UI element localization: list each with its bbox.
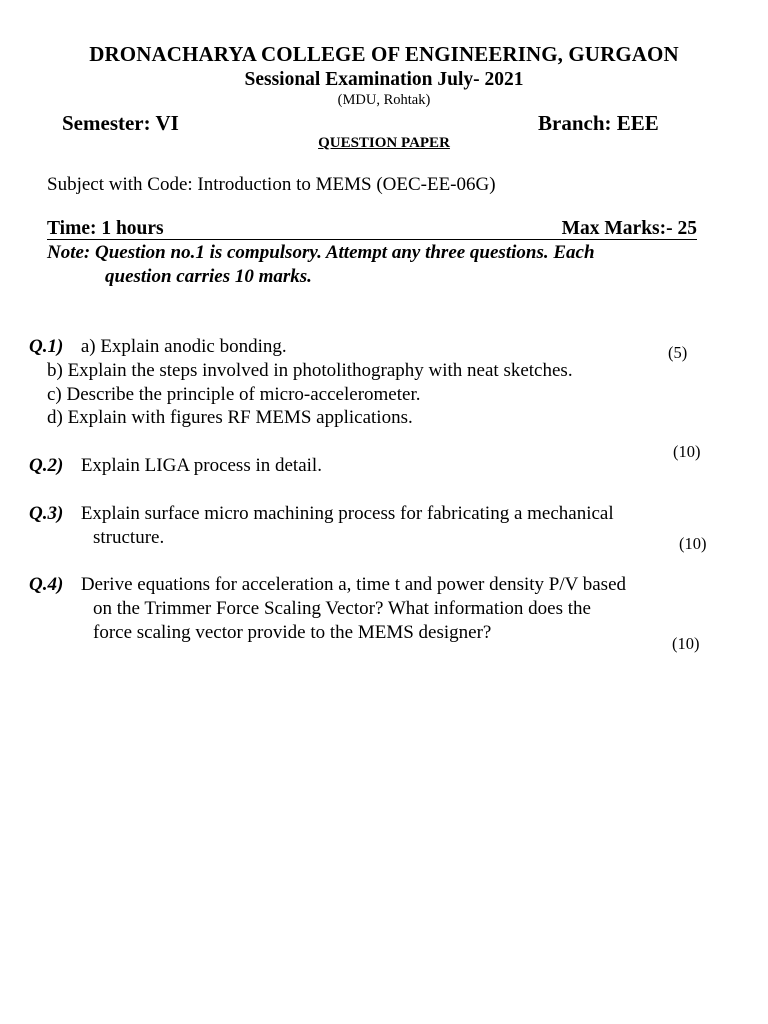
university-affiliation: (MDU, Rohtak)	[337, 92, 431, 108]
branch-label: Branch: EEE	[538, 111, 659, 135]
question-label: Q.4)	[29, 574, 64, 595]
instructions-note-line-2: question carries 10 marks.	[105, 266, 312, 287]
question-text-continued: structure.	[93, 527, 165, 548]
question-text-continued: on the Trimmer Force Scaling Vector? What information does the	[93, 598, 591, 619]
question-paper-heading: QUESTION PAPER	[318, 135, 450, 151]
exam-duration: Time: 1 hours	[47, 218, 164, 239]
question-text: Explain surface micro machining process for fabricating a mechanical	[80, 503, 614, 524]
question-part-d: d) Explain with figures RF MEMS applications.	[47, 407, 413, 428]
question-part-c: c) Describe the principle of micro-accelerometer.	[47, 384, 421, 405]
question-label: Q.3)	[29, 503, 64, 524]
question-text: Explain LIGA process in detail.	[80, 455, 322, 476]
semester-label: Semester: VI	[62, 111, 179, 135]
question-marks: (10)	[673, 442, 701, 461]
subject-with-code: Subject with Code: Introduction to MEMS (OEC-EE-06G)	[47, 174, 496, 195]
exam-title: Sessional Examination July- 2021	[244, 69, 524, 90]
question-label: Q.2)	[29, 455, 64, 476]
question-marks: (5)	[668, 343, 688, 362]
question-part-b: b) Explain the steps involved in photolithography with neat sketches.	[47, 360, 573, 381]
instructions-note-line-1: Note: Question no.1 is compulsory. Attempt any three questions. Each	[47, 242, 595, 263]
question-text-continued: force scaling vector provide to the MEMS designer?	[93, 622, 492, 643]
question-part-a: a) Explain anodic bonding.	[80, 336, 287, 357]
question-marks: (10)	[679, 534, 707, 553]
time-marks-row	[47, 217, 697, 240]
max-marks: Max Marks:- 25	[561, 218, 697, 239]
college-name: DRONACHARYA COLLEGE OF ENGINEERING, GURGAON	[89, 42, 679, 66]
question-label: Q.1)	[29, 336, 64, 357]
question-marks: (10)	[672, 634, 700, 653]
question-text: Derive equations for acceleration a, time t and power density P/V based	[80, 574, 627, 595]
